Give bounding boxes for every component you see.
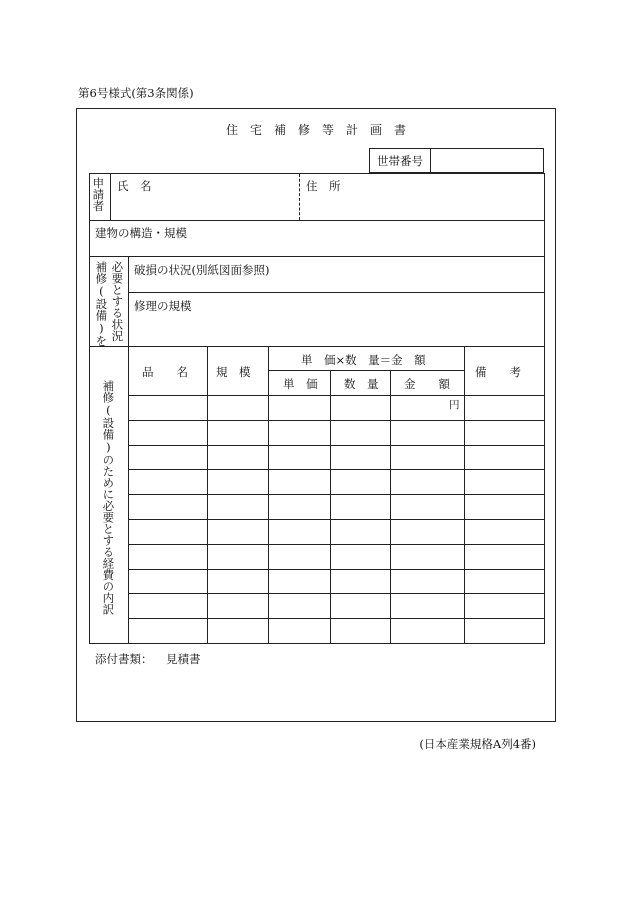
cost-cell-item[interactable] [129, 594, 207, 617]
household-number-label: 世帯番号 [369, 148, 431, 173]
cost-cell-spec[interactable] [208, 495, 268, 518]
cost-cell-amount[interactable] [391, 570, 464, 593]
damage-status-label: 破損の状況(別紙図面参照) [134, 263, 270, 277]
header-spec: 規 模 [216, 365, 251, 379]
cost-cell-remarks[interactable] [465, 570, 544, 593]
cost-cell-unit-price[interactable] [269, 396, 330, 419]
repair-needed-side-label-right: 必要とする状況 [110, 261, 125, 342]
attachments-label: 添付書類： [95, 652, 153, 666]
cost-cell-item[interactable] [129, 495, 207, 518]
cost-cell-quantity[interactable] [331, 545, 390, 568]
title-char: 宅 [249, 123, 262, 137]
cost-cell-quantity[interactable] [331, 594, 390, 617]
cost-cell-spec[interactable] [208, 470, 268, 493]
cost-cell-spec[interactable] [208, 421, 268, 444]
title-char: 補 [273, 123, 286, 137]
cost-cell-quantity[interactable] [331, 446, 390, 469]
cost-cell-remarks[interactable] [465, 520, 544, 543]
cost-cell-unit-price[interactable] [269, 421, 330, 444]
cost-cell-unit-price[interactable] [269, 470, 330, 493]
cost-cell-unit-price[interactable] [269, 520, 330, 543]
cost-cell-spec[interactable] [208, 545, 268, 568]
cost-cell-spec[interactable] [208, 446, 268, 469]
header-formula: 単 価×数 量＝金 額 [301, 353, 426, 367]
cost-cell-amount[interactable] [391, 470, 464, 493]
cost-cell-item[interactable] [129, 396, 207, 419]
title-char: 修 [297, 123, 310, 137]
cost-cell-amount[interactable] [391, 421, 464, 444]
cost-cell-remarks[interactable] [465, 396, 544, 419]
title-char: 等 [322, 123, 335, 137]
cost-cell-item[interactable] [129, 570, 207, 593]
cost-cell-amount[interactable] [391, 545, 464, 568]
cost-cell-spec[interactable] [208, 396, 268, 419]
damage-status-field[interactable] [129, 278, 544, 291]
cost-cell-remarks[interactable] [465, 594, 544, 617]
cost-cell-unit-price[interactable] [269, 570, 330, 593]
cost-cell-amount[interactable] [391, 495, 464, 518]
name-field[interactable] [111, 174, 298, 220]
cost-cell-unit-price[interactable] [269, 594, 330, 617]
repair-needed-side-label-left: 補修(設備)を [94, 261, 109, 347]
address-field[interactable] [300, 174, 543, 220]
title-char: 書 [394, 123, 407, 137]
cost-cell-quantity[interactable] [331, 396, 390, 419]
household-number-field[interactable] [430, 148, 544, 173]
form-title [76, 121, 556, 138]
cost-cell-spec[interactable] [208, 570, 268, 593]
attachments-value: 見積書 [166, 652, 201, 666]
title-char: 計 [346, 123, 359, 137]
repair-scale-label: 修理の規模 [134, 299, 192, 313]
cost-cell-item[interactable] [129, 421, 207, 444]
cost-cell-remarks[interactable] [465, 446, 544, 469]
cost-cell-quantity[interactable] [331, 470, 390, 493]
cost-cell-remarks[interactable] [465, 421, 544, 444]
cost-cell-unit-price[interactable] [269, 619, 330, 642]
building-label: 建物の構造・規模 [95, 226, 187, 240]
repair-scale-field[interactable] [129, 314, 544, 346]
header-unit-price: 単 価 [283, 377, 318, 391]
cost-cell-unit-price[interactable] [269, 446, 330, 469]
cost-cell-amount[interactable] [391, 446, 464, 469]
paper-standard-note: (日本産業規格A列4番) [419, 737, 536, 751]
cost-cell-item[interactable] [129, 545, 207, 568]
cost-cell-item[interactable] [129, 619, 207, 642]
currency-unit: 円 [449, 399, 460, 411]
cost-cell-amount[interactable] [391, 396, 464, 419]
cost-cell-remarks[interactable] [465, 619, 544, 642]
cost-cell-amount[interactable] [391, 594, 464, 617]
cost-cell-spec[interactable] [208, 619, 268, 642]
cost-cell-amount[interactable] [391, 619, 464, 642]
cost-cell-remarks[interactable] [465, 470, 544, 493]
header-quantity: 数 量 [344, 377, 379, 391]
header-remarks: 備 考 [475, 365, 521, 379]
header-amount: 金 額 [404, 377, 450, 391]
title-char: 住 [225, 123, 238, 137]
cost-cell-spec[interactable] [208, 594, 268, 617]
cost-cell-amount[interactable] [391, 520, 464, 543]
cost-cell-quantity[interactable] [331, 570, 390, 593]
header-item-name: 品 名 [142, 365, 188, 379]
cost-cell-unit-price[interactable] [269, 545, 330, 568]
cost-cell-spec[interactable] [208, 520, 268, 543]
cost-cell-unit-price[interactable] [269, 495, 330, 518]
title-char: 画 [370, 123, 383, 137]
address-label: 住 所 [306, 179, 341, 193]
cost-cell-quantity[interactable] [331, 495, 390, 518]
cost-cell-quantity[interactable] [331, 619, 390, 642]
cost-cell-quantity[interactable] [331, 520, 390, 543]
cost-cell-item[interactable] [129, 520, 207, 543]
cost-cell-item[interactable] [129, 446, 207, 469]
applicant-section-label: 申請者 [91, 177, 106, 212]
name-label: 氏 名 [117, 179, 152, 193]
form-caption: 第6号様式(第3条関係) [78, 86, 194, 100]
cost-cell-remarks[interactable] [465, 545, 544, 568]
cost-cell-remarks[interactable] [465, 495, 544, 518]
cost-cell-quantity[interactable] [331, 421, 390, 444]
cost-cell-item[interactable] [129, 470, 207, 493]
cost-table-side-label: 補修(設備)のために必要とする経費の内訳 [101, 380, 116, 615]
